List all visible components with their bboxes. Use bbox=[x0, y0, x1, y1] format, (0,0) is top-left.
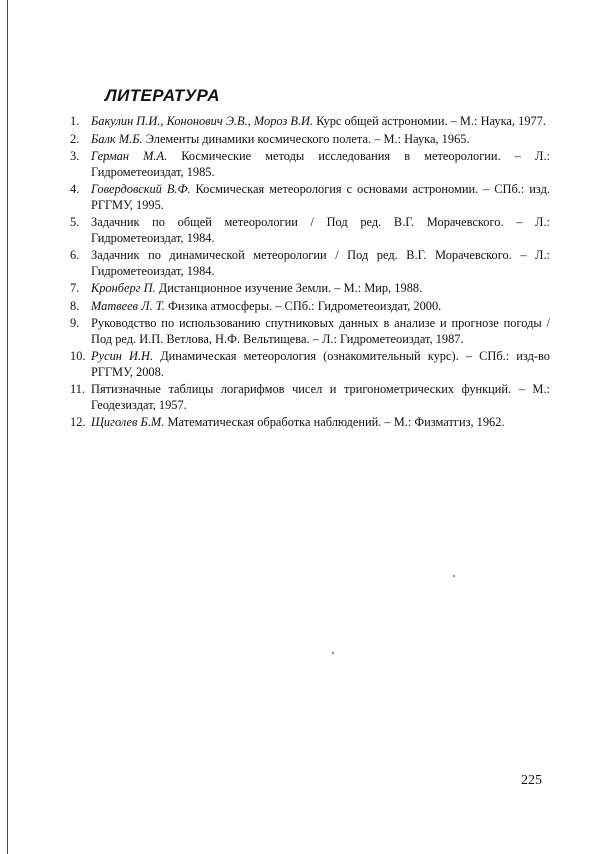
reference-authors: Балк М.Б. bbox=[91, 131, 143, 146]
reference-title: Элементы динамики космического полета. – М.: Наука, 1965. bbox=[142, 131, 470, 146]
reference-item bbox=[70, 415, 550, 431]
reference-number: 5. bbox=[70, 215, 80, 229]
reference-number: 3. bbox=[70, 149, 80, 163]
reference-number: 10. bbox=[70, 349, 86, 363]
reference-title: Физика атмосферы. – СПб.: Гидрометеоиздат, 2000. bbox=[164, 298, 442, 313]
reference-title: Задачник по общей метеорологии / Под ред. В.Г. Морачевского. – Л.: Гидрометеоиздат, 1984. bbox=[91, 215, 550, 245]
reference-item bbox=[70, 215, 550, 246]
scan-speck bbox=[332, 652, 334, 654]
reference-list bbox=[70, 114, 550, 433]
reference-title: Космические методы исследования в метеорологии. – Л.: Гидрометеоиздат, 1985. bbox=[91, 149, 550, 179]
reference-item bbox=[70, 182, 550, 213]
reference-title: Дистанционное изучение Земли. – М.: Мир, 1988. bbox=[155, 281, 423, 295]
reference-text bbox=[91, 299, 550, 315]
reference-number: 8. bbox=[70, 298, 80, 313]
reference-title: Динамическая метеорология (ознакомительный курс). – СПб.: изд-во РГГМУ, 2008. bbox=[91, 349, 550, 379]
reference-title: Задачник по динамической метеорологии / Под ред. В.Г. Морачевского. – Л.: Гидрометеоиздат, 1984. bbox=[91, 248, 550, 278]
reference-authors: Щиголев Б.М. bbox=[91, 415, 165, 429]
reference-number: 12. bbox=[70, 415, 86, 429]
reference-number: 7. bbox=[70, 281, 80, 295]
reference-text bbox=[91, 281, 550, 297]
reference-text bbox=[91, 415, 550, 431]
binding-edge-line bbox=[7, 0, 8, 854]
scan-speck bbox=[453, 575, 456, 578]
reference-number: 11. bbox=[70, 382, 86, 396]
reference-title: Математическая обработка наблюдений. – М.: Физматгиз, 1962. bbox=[164, 415, 505, 429]
reference-authors: Матвеев Л. Т. bbox=[91, 298, 165, 313]
reference-authors: Говердовский В.Ф. bbox=[91, 182, 191, 196]
reference-title: Космическая метеорология с основами астрономии. – СПб.: изд. РГГМУ, 1995. bbox=[91, 182, 551, 212]
reference-item bbox=[70, 248, 550, 279]
reference-item bbox=[70, 132, 550, 148]
reference-item bbox=[70, 149, 550, 180]
reference-number: 1. bbox=[70, 114, 80, 128]
reference-title: Курс общей астрономии. – М.: Наука, 1977. bbox=[313, 114, 547, 128]
reference-text bbox=[91, 132, 550, 148]
page-heading: ЛИТЕРАТУРА bbox=[105, 86, 220, 105]
reference-item bbox=[70, 349, 550, 380]
reference-item bbox=[70, 114, 550, 130]
reference-item bbox=[70, 316, 550, 347]
reference-authors: Бакулин П.И., Кононович Э.В., Мороз В.И. bbox=[91, 114, 314, 128]
reference-text bbox=[91, 215, 550, 246]
reference-authors: Кронберг П. bbox=[91, 281, 156, 295]
reference-number: 9. bbox=[70, 316, 80, 330]
reference-text bbox=[91, 182, 550, 213]
reference-authors: Русин И.Н. bbox=[91, 349, 154, 363]
reference-item bbox=[70, 382, 550, 413]
reference-number: 6. bbox=[70, 248, 80, 262]
reference-text bbox=[91, 248, 550, 279]
reference-item bbox=[70, 299, 550, 315]
reference-authors: Герман М.А. bbox=[91, 149, 168, 163]
reference-number: 4. bbox=[70, 182, 80, 196]
page-number: 225 bbox=[521, 773, 542, 788]
reference-number: 2. bbox=[70, 131, 80, 146]
reference-text bbox=[91, 149, 550, 180]
reference-title: Руководство по использованию спутниковых данных в анализе и прогнозе погоды / Под ред. И.П. Ветлова, Н.Ф. Вельтищева. – Л.: Гидрометеоиздат, 1987. bbox=[91, 316, 550, 346]
reference-text bbox=[91, 382, 550, 413]
reference-title: Пятизначные таблицы логарифмов чисел и тригонометрических функций. – М.: Геодезиздат, 1957. bbox=[91, 382, 550, 412]
reference-text bbox=[91, 349, 550, 380]
reference-text bbox=[91, 316, 550, 347]
reference-text bbox=[91, 114, 550, 130]
reference-item bbox=[70, 281, 550, 297]
